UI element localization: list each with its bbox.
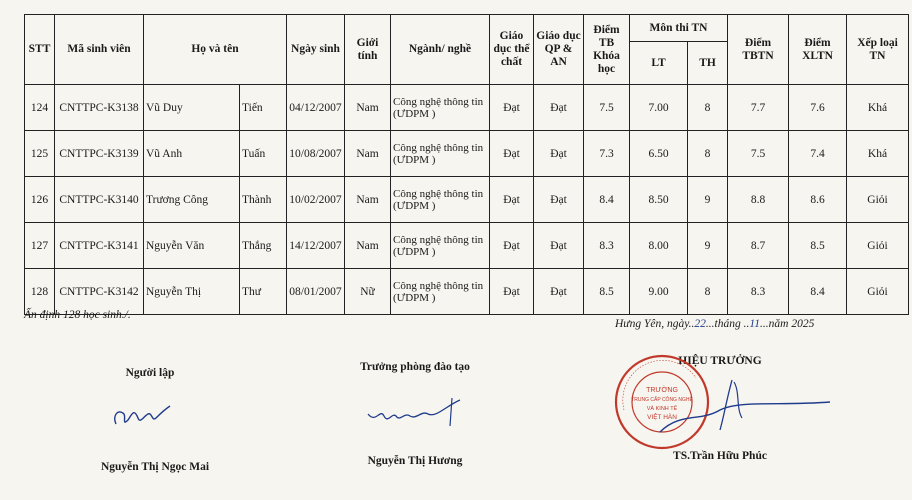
signature-training-head-name-block: [340, 455, 490, 467]
cell-rank: Giỏi: [847, 177, 909, 223]
cell-stt: 124: [25, 85, 55, 131]
cell-defense: Đạt: [534, 223, 584, 269]
major-line1: Công nghệ thông tin: [393, 233, 484, 246]
cell-lt: 8.00: [630, 223, 688, 269]
cell-defense: Đạt: [534, 85, 584, 131]
cell-major: [391, 85, 490, 131]
cell-pe: Đạt: [490, 85, 534, 131]
cell-gender: Nữ: [345, 269, 391, 315]
cell-major: [391, 177, 490, 223]
cell-last-name: Nguyễn Thị: [144, 269, 240, 315]
date-line: Hưng Yên, ngày..22...tháng ..11...năm 2025: [615, 318, 815, 330]
cell-gpa: 7.3: [584, 131, 630, 177]
cell-dob: 08/01/2007: [287, 269, 345, 315]
date-prefix: Hưng Yên, ngày: [615, 318, 689, 330]
signature-preparer: [90, 367, 210, 379]
date-month: 11: [749, 318, 761, 330]
cell-stt: 126: [25, 177, 55, 223]
header-major: Ngành/ nghề: [391, 15, 490, 85]
cell-lt: 8.50: [630, 177, 688, 223]
major-line2: (ƯDPM ): [393, 107, 436, 120]
cell-lt: 6.50: [630, 131, 688, 177]
header-defense: Giáo dục QP & AN: [534, 15, 584, 85]
cell-major: [391, 269, 490, 315]
major-line2: (ƯDPM ): [393, 291, 436, 304]
cell-xltn: 7.4: [789, 131, 847, 177]
signature-role: Trưởng phòng đào tạo: [360, 361, 470, 373]
signature-preparer-name-block: [80, 461, 230, 473]
major-line1: Công nghệ thông tin: [393, 187, 484, 200]
header-student-id: Mã sinh viên: [55, 15, 144, 85]
signature-role: HIỆU TRƯỞNG: [678, 355, 762, 367]
cell-defense: Đạt: [534, 269, 584, 315]
cell-last-name: Vũ Anh: [144, 131, 240, 177]
handwritten-signature-principal: [640, 372, 840, 442]
cell-gpa: 7.5: [584, 85, 630, 131]
signature-training-head: [340, 361, 490, 373]
major-line2: (ƯDPM ): [393, 153, 436, 166]
cell-th: 8: [688, 269, 728, 315]
table-row: [25, 269, 909, 315]
cell-defense: Đạt: [534, 131, 584, 177]
header-exam-lt: LT: [630, 42, 688, 85]
cell-last-name: Vũ Duy: [144, 85, 240, 131]
cell-gender: Nam: [345, 177, 391, 223]
cell-tbtn: 8.8: [728, 177, 789, 223]
cell-defense: Đạt: [534, 177, 584, 223]
table-row: [25, 85, 909, 131]
cell-xltn: 8.6: [789, 177, 847, 223]
cell-gpa: 8.4: [584, 177, 630, 223]
major-line2: (ƯDPM ): [393, 245, 436, 258]
header-xltn: Điểm XLTN: [789, 15, 847, 85]
cell-th: 8: [688, 85, 728, 131]
major-line1: Công nghệ thông tin: [393, 141, 484, 154]
header-dob: Ngày sinh: [287, 15, 345, 85]
header-gender: Giới tính: [345, 15, 391, 85]
cell-pe: Đạt: [490, 269, 534, 315]
cell-rank: Giỏi: [847, 223, 909, 269]
cell-major: [391, 223, 490, 269]
cell-lt: 7.00: [630, 85, 688, 131]
date-month-label: tháng: [714, 318, 741, 330]
cell-major: [391, 131, 490, 177]
header-tbtn: Điểm TBTN: [728, 15, 789, 85]
footnote: Ấn định 128 học sinh./.: [24, 309, 131, 321]
cell-gender: Nam: [345, 85, 391, 131]
date-day: 22: [694, 318, 706, 330]
cell-student-id: CNTTPC-K3138: [55, 85, 144, 131]
cell-pe: Đạt: [490, 223, 534, 269]
cell-rank: Khá: [847, 131, 909, 177]
cell-student-id: CNTTPC-K3141: [55, 223, 144, 269]
handwritten-signature-preparer: [108, 396, 178, 432]
header-pe: Giáo dục thể chất: [490, 15, 534, 85]
handwritten-signature-training-head: [362, 394, 472, 434]
cell-stt: 128: [25, 269, 55, 315]
cell-xltn: 7.6: [789, 85, 847, 131]
major-line1: Công nghệ thông tin: [393, 279, 484, 292]
header-stt: STT: [25, 15, 55, 85]
cell-pe: Đạt: [490, 131, 534, 177]
cell-th: 9: [688, 177, 728, 223]
header-full-name: Họ và tên: [144, 15, 287, 85]
cell-tbtn: 7.5: [728, 131, 789, 177]
svg-text:VIỆT HÀN: VIỆT HÀN: [647, 414, 677, 421]
cell-rank: Giỏi: [847, 269, 909, 315]
signature-name: Nguyễn Thị Hương: [367, 455, 463, 467]
svg-text:TRUNG CẤP CÔNG NGHỆ: TRUNG CẤP CÔNG NGHỆ: [631, 397, 693, 403]
cell-stt: 125: [25, 131, 55, 177]
table-row: [25, 177, 909, 223]
cell-first-name: Tuấn: [240, 131, 287, 177]
cell-xltn: 8.5: [789, 223, 847, 269]
svg-text:TRƯỜNG: TRƯỜNG: [646, 387, 678, 394]
cell-dob: 04/12/2007: [287, 85, 345, 131]
cell-th: 8: [688, 131, 728, 177]
cell-first-name: Thành: [240, 177, 287, 223]
signature-role: Người lập: [125, 367, 175, 379]
cell-tbtn: 8.7: [728, 223, 789, 269]
header-gpa: Điểm TB Khóa học: [584, 15, 630, 85]
cell-student-id: CNTTPC-K3142: [55, 269, 144, 315]
svg-text:VÀ KINH TẾ: VÀ KINH TẾ: [646, 406, 678, 412]
cell-rank: Khá: [847, 85, 909, 131]
cell-gpa: 8.5: [584, 269, 630, 315]
cell-last-name: Nguyễn Văn: [144, 223, 240, 269]
cell-dob: 10/08/2007: [287, 131, 345, 177]
cell-last-name: Trương Công: [144, 177, 240, 223]
cell-gender: Nam: [345, 131, 391, 177]
header-exam-group: Môn thi TN: [630, 15, 728, 42]
signature-name: TS.Trần Hữu Phúc: [673, 450, 767, 462]
cell-dob: 10/02/2007: [287, 177, 345, 223]
cell-th: 9: [688, 223, 728, 269]
cell-xltn: 8.4: [789, 269, 847, 315]
major-line2: (ƯDPM ): [393, 199, 436, 212]
signature-principal-name-block: [660, 450, 780, 462]
cell-stt: 127: [25, 223, 55, 269]
table-row: [25, 223, 909, 269]
major-line1: Công nghệ thông tin: [393, 95, 484, 108]
header-exam-th: TH: [688, 42, 728, 85]
cell-first-name: Thư: [240, 269, 287, 315]
cell-gender: Nam: [345, 223, 391, 269]
cell-first-name: Thắng: [240, 223, 287, 269]
table-row: [25, 131, 909, 177]
graduation-table: [24, 14, 909, 315]
cell-first-name: Tiến: [240, 85, 287, 131]
cell-gpa: 8.3: [584, 223, 630, 269]
cell-tbtn: 7.7: [728, 85, 789, 131]
cell-pe: Đạt: [490, 177, 534, 223]
signature-name: Nguyễn Thị Ngọc Mai: [100, 461, 210, 473]
cell-lt: 9.00: [630, 269, 688, 315]
cell-student-id: CNTTPC-K3139: [55, 131, 144, 177]
date-year-label: năm 2025: [768, 318, 815, 330]
header-ranking: Xếp loại TN: [847, 15, 909, 85]
cell-dob: 14/12/2007: [287, 223, 345, 269]
cell-tbtn: 8.3: [728, 269, 789, 315]
cell-student-id: CNTTPC-K3140: [55, 177, 144, 223]
